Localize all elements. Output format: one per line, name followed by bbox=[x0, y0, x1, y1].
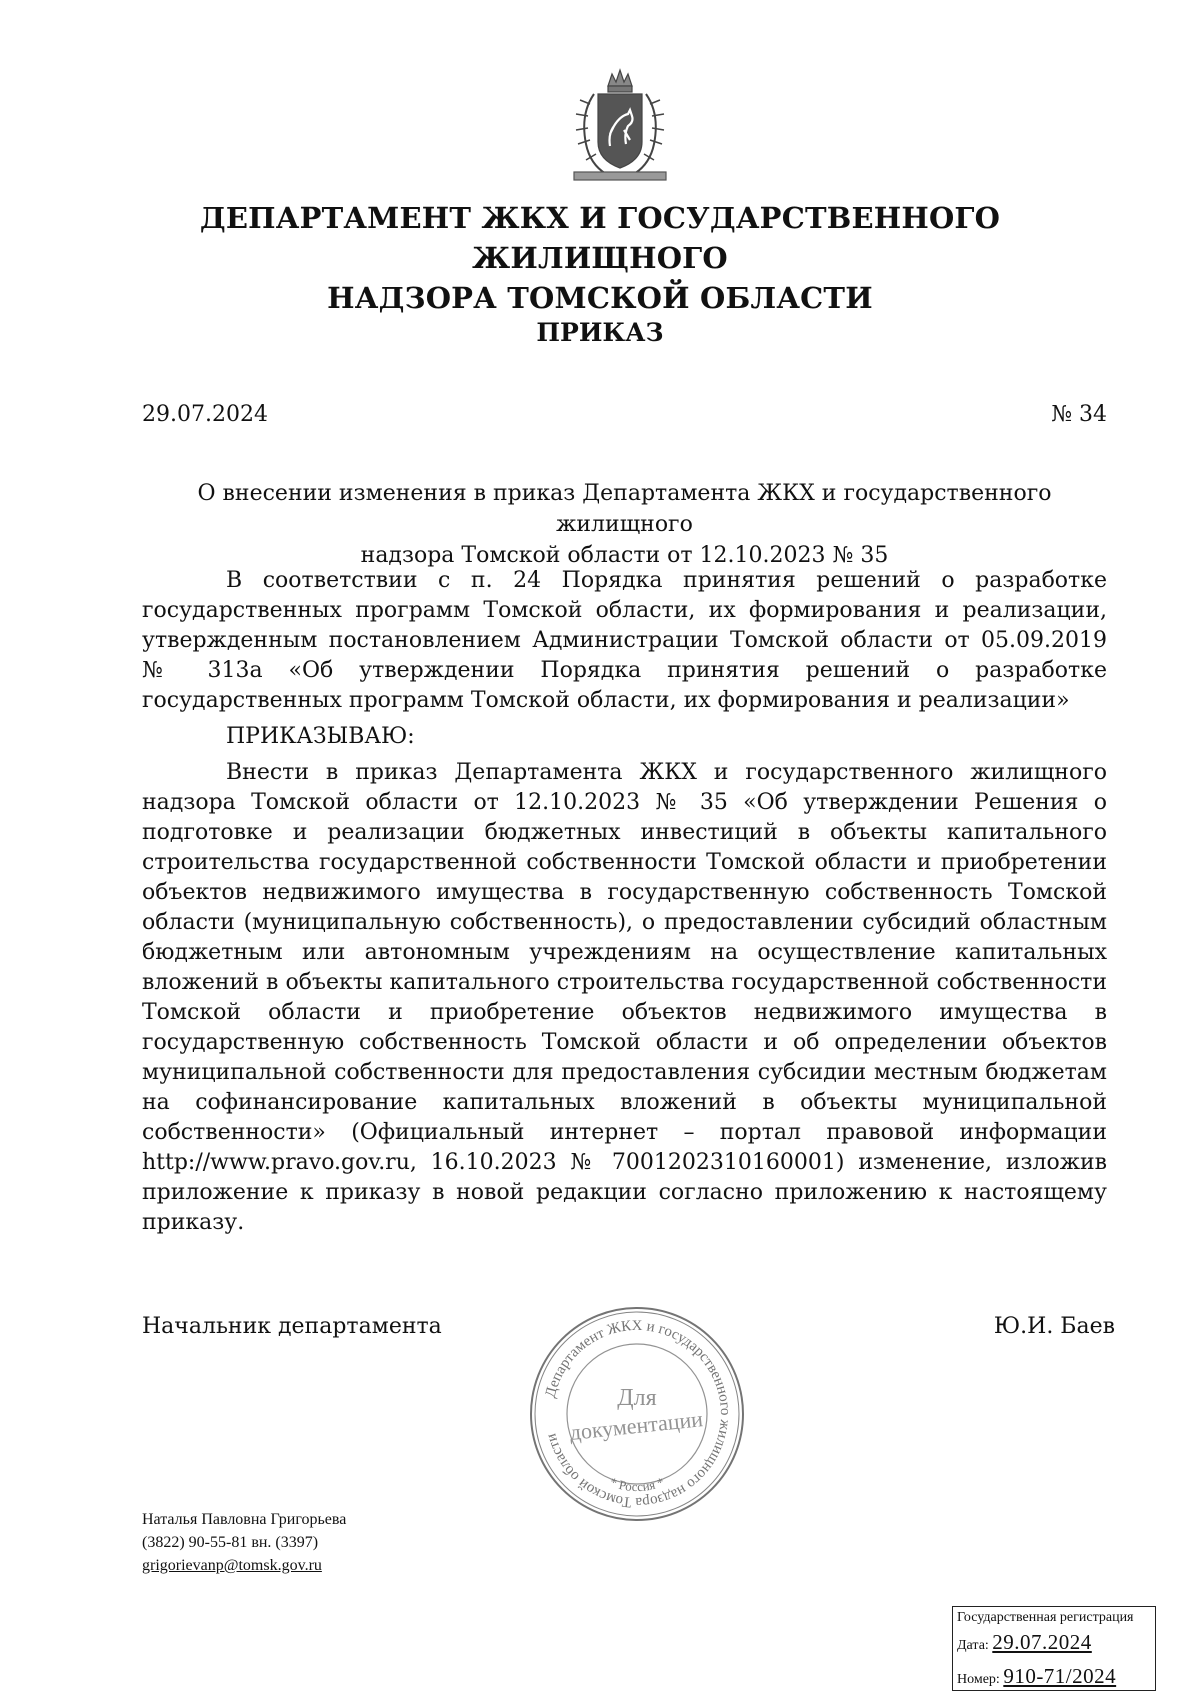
signatory-position: Начальник департамента bbox=[142, 1314, 442, 1339]
document-number: № 34 bbox=[1051, 402, 1107, 427]
registration-title: Государственная регистрация bbox=[957, 1610, 1134, 1625]
document-subject bbox=[142, 478, 1107, 571]
signatory-name: Ю.И. Баев bbox=[993, 1314, 1115, 1339]
department-title-line-2: НАДЗОРА ТОМСКОЙ ОБЛАСТИ bbox=[327, 281, 873, 315]
registration-box bbox=[952, 1606, 1156, 1691]
subject-line-1: О внесении изменения в приказ Департамента ЖКХ и государственного жилищного bbox=[197, 481, 1052, 537]
executor-email-link[interactable]: grigorievanp@tomsk.gov.ru bbox=[142, 1557, 322, 1574]
preamble-paragraph: В соответствии с п. 24 Порядка принятия решений о разработке государственных программ Томской области, их формирования и реализации, утвержденным постановлением Администрации Томской области от 05.09.2019 № 313а «Об утверждении Порядка принятия решений о разработке государственных программ Томской области, их формирования и реализации» bbox=[142, 568, 1107, 713]
order-word: ПРИКАЗЫВАЮ: bbox=[226, 724, 415, 749]
executor-name: Наталья Павловна Григорьева bbox=[142, 1511, 347, 1528]
stamp-bottom-text: * Россия * bbox=[607, 1474, 667, 1495]
registration-number-row bbox=[957, 1661, 1151, 1695]
stamp-center-line-1: Для bbox=[617, 1385, 657, 1411]
main-paragraph: Внести в приказ Департамента ЖКХ и государственного жилищного надзора Томской области от 12.10.2023 № 35 «Об утверждении Решения о подготовке и реализации бюджетных инвестиций в объекты капитального строительства государственной собственности Томской области и приобретении объектов недвижимого имущества в государственную собственность Томской области (муниципальную собственность), о предоставлении субсидий областным бюджетным или автономным учреждениям на осуществление капитальных вложений в объекты капитального строительства государственной собственности Томской области и приобретение объектов недвижимого имущества в государственную собственность Томской области и об определении объектов муниципальной собственности для предоставления субсидии местным бюджетам на софинансирование капитальных вложений в объекты муниципальной собственности» (Официальный интернет – портал правовой информации http://www.pravo.gov.ru, 16.10.2023 № 7001202310160001) изменение, изложив приложение к приказу в новой редакции согласно приложению к настоящему приказу. bbox=[142, 760, 1107, 1235]
document-date: 29.07.2024 bbox=[142, 402, 268, 427]
document-type: ПРИКАЗ bbox=[536, 318, 664, 347]
department-title-line-1: ДЕПАРТАМЕНТ ЖКХ И ГОСУДАРСТВЕННОГО ЖИЛИЩНОГО bbox=[199, 201, 1001, 275]
registration-date-label: Дата: bbox=[957, 1638, 989, 1653]
document-body bbox=[142, 566, 1107, 1238]
registration-number-value: 910-71/2024 bbox=[1003, 1664, 1117, 1688]
svg-text:* Россия * bbox=[608, 1474, 666, 1494]
coat-of-arms-icon bbox=[550, 64, 690, 194]
stamp-center-line-2: документации bbox=[568, 1406, 705, 1445]
executor-info bbox=[142, 1508, 346, 1577]
official-stamp-icon bbox=[526, 1303, 748, 1525]
stamp-ring-text: Департамент ЖКХ и государственного жилищного надзора Томской области bbox=[542, 1317, 734, 1511]
subject-line-2: надзора Томской области от 12.10.2023 № 35 bbox=[360, 543, 889, 568]
department-title bbox=[100, 198, 1100, 318]
registration-number-label: Номер: bbox=[957, 1672, 1000, 1687]
registration-date-row bbox=[957, 1627, 1151, 1661]
executor-phone: (3822) 90-55-81 вн. (3397) bbox=[142, 1534, 319, 1551]
registration-date-value: 29.07.2024 bbox=[992, 1630, 1092, 1654]
